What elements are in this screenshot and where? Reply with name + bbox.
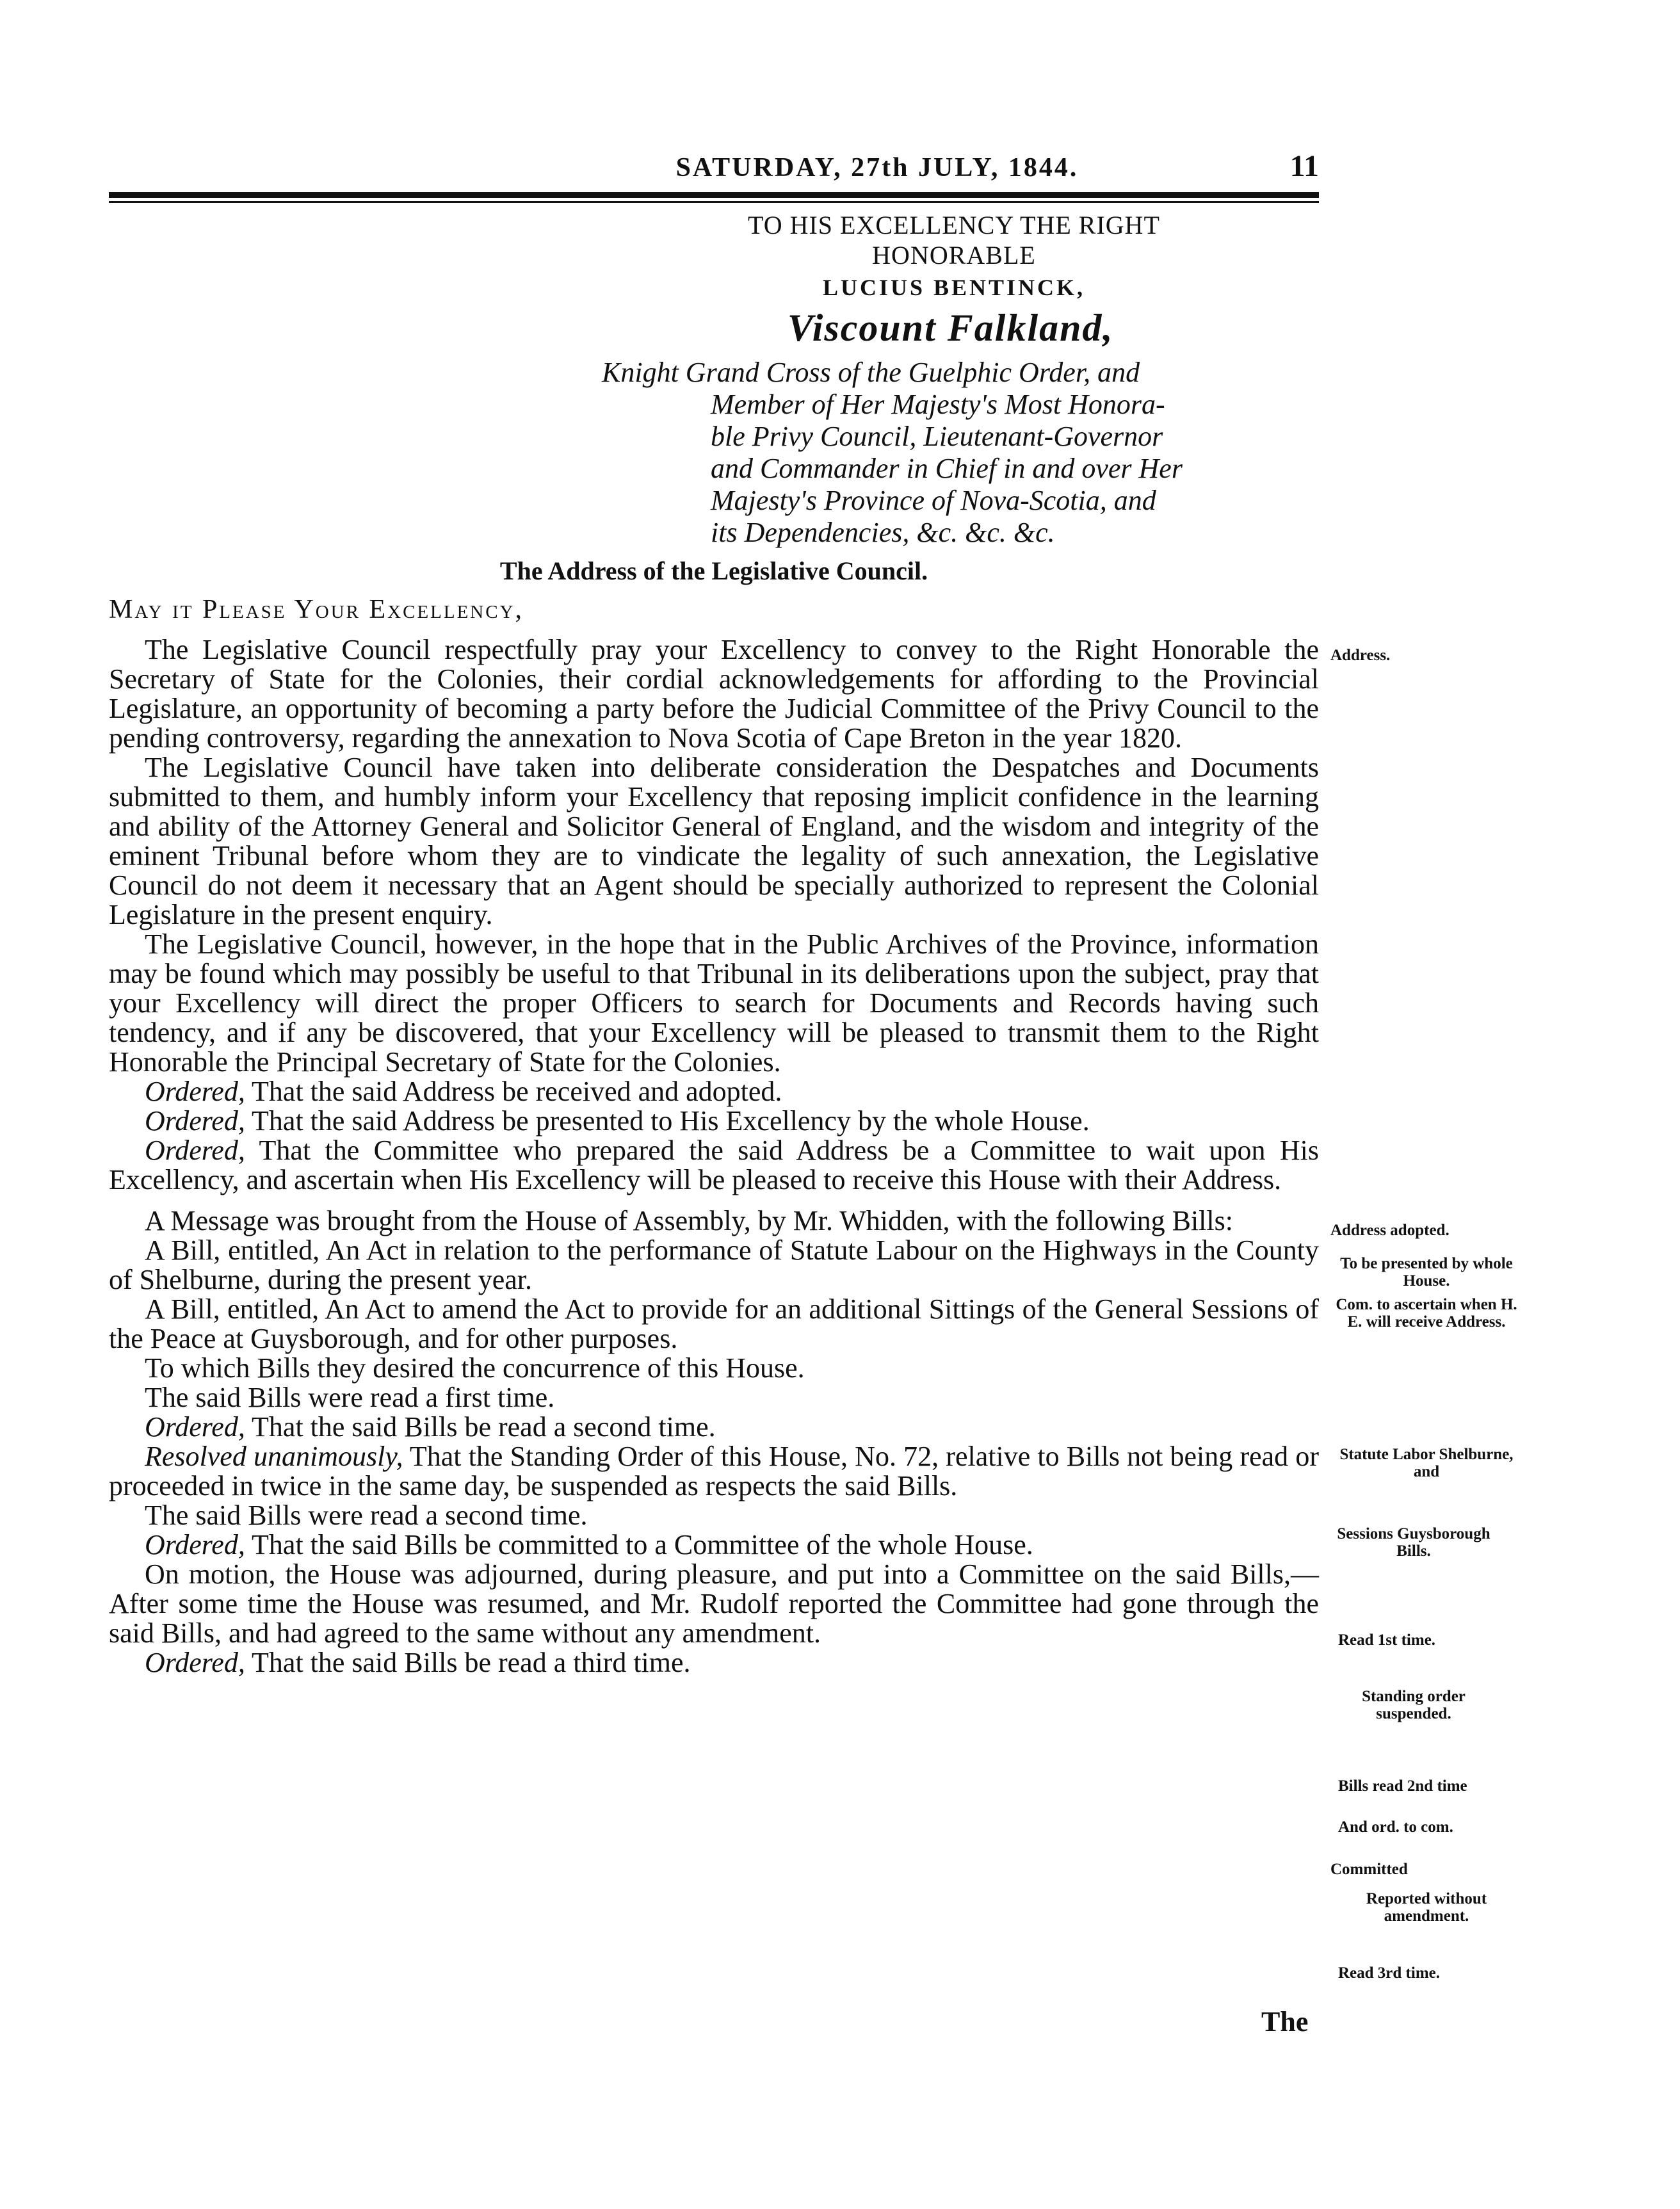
catchword: The xyxy=(1261,2006,1309,2037)
address-title: Viscount Falkland, xyxy=(788,307,1114,349)
address-name: LUCIUS BENTINCK, xyxy=(822,275,1086,300)
margin-note-sessions: Sessions Guysborough Bills. xyxy=(1337,1525,1490,1560)
paragraph-text: That the said Bills be committed to a Committee of the whole House. xyxy=(252,1529,1033,1560)
margin-note-reported: Reported without amendment. xyxy=(1366,1890,1487,1925)
address-description-line: Majesty's Province of Nova-Scotia, and xyxy=(711,485,1156,516)
paragraph: A Bill, entitled, An Act to amend the Act to provide for an additional Sittings of the General Sessions of the Peace at Guysborough, and for other purposes. xyxy=(109,1293,1319,1354)
margin-note-read-2nd: Bills read 2nd time xyxy=(1338,1777,1467,1795)
paragraph: On motion, the House was adjourned, during pleasure, and put into a Committee on the said Bills,—After some time the House was resumed, and Mr. Rudolf reported the Committee had gone through the said Bills, and had agreed to the same without any amendment. xyxy=(109,1558,1319,1649)
address-to: TO HIS EXCELLENCY THE RIGHT HONORABLE xyxy=(748,211,1160,270)
address-description xyxy=(602,357,1309,549)
margin-note-statute-labor: Statute Labor Shelburne, and xyxy=(1339,1446,1514,1480)
resolved-label: Resolved unanimously, xyxy=(145,1441,403,1472)
margin-note-read-1st: Read 1st time. xyxy=(1338,1631,1436,1649)
paragraph: A Message was brought from the House of Assembly, by Mr. Whidden, with the following Bills: xyxy=(145,1205,1233,1236)
paragraph-text: That the said Address be received and adopted. xyxy=(252,1076,782,1107)
ordered-label: Ordered, xyxy=(145,1529,245,1560)
ordered-label: Ordered, xyxy=(145,1647,245,1678)
margin-note-address: Address. xyxy=(1330,647,1391,664)
ordered-label: Ordered, xyxy=(145,1076,245,1107)
address-description-line: its Dependencies, &c. &c. &c. xyxy=(711,517,1055,548)
paragraph-text: That the said Bills be read a third time. xyxy=(252,1647,691,1678)
paragraph-text: That the Committee who prepared the said Address be a Committee to wait upon His Excellency, and ascertain when His Excellency will be pleased to receive this House with their Address. xyxy=(109,1135,1319,1195)
address-description-line: Knight Grand Cross of the Guelphic Order, and xyxy=(602,357,1140,388)
paragraph-text: That the Standing Order of this House, No. 72, relative to Bills not being read or proceeded in twice in the same day, be suspended as respects the said Bills. xyxy=(109,1441,1320,1501)
paragraph xyxy=(109,1077,1319,1106)
section-heading: The Address of the Legislative Council. xyxy=(499,556,928,585)
margin-note-to-be-presented: To be presented by whole House. xyxy=(1340,1255,1513,1290)
header-rule-thin xyxy=(109,201,1319,203)
margin-note-standing-order: Standing order suspended. xyxy=(1362,1688,1466,1722)
paragraph: The Legislative Council, however, in the hope that in the Public Archives of the Province, information may be found which may possibly be useful to that Tribunal in its deliberations upon the subject, pray that your Excellency will direct the proper Officers to search for Documents and Records having such tendency, and if any be discovered, that your Excellency will be pleased to transmit them to the Right Honorable the Principal Secretary of State for the Colonies. xyxy=(109,928,1319,1078)
margin-note-com-ascertain: Com. to ascertain when H. E. will receive Address. xyxy=(1336,1296,1517,1331)
paragraph xyxy=(109,1530,1319,1560)
paragraph: A Bill, entitled, An Act in relation to the performance of Statute Labour on the Highways in the County of Shelburne, during the present year. xyxy=(109,1234,1319,1295)
address-block xyxy=(602,210,1345,549)
address-description-line: and Commander in Chief in and over Her xyxy=(711,453,1183,484)
paragraph: The said Bills were read a second time. xyxy=(145,1500,588,1531)
paragraph: The said Bills were read a first time. xyxy=(145,1382,555,1413)
paragraph-text: That the said Bills be read a second time. xyxy=(252,1411,716,1443)
body-text xyxy=(109,635,1319,1678)
running-head: SATURDAY, 27th JULY, 1844. xyxy=(675,153,1079,182)
margin-note-committed: Committed xyxy=(1330,1861,1408,1878)
paragraph-text: That the said Address be presented to His Excellency by the whole House. xyxy=(252,1105,1090,1137)
address-description-line: ble Privy Council, Lieutenant-Governor xyxy=(711,421,1163,452)
paragraph xyxy=(109,1136,1319,1195)
paragraph: To which Bills they desired the concurrence of this House. xyxy=(145,1352,805,1384)
ordered-label: Ordered, xyxy=(145,1105,245,1137)
margin-note-address-adopted: Address adopted. xyxy=(1330,1222,1450,1239)
address-description-line: Member of Her Majesty's Most Honora- xyxy=(711,389,1165,420)
paragraph: The Legislative Council respectfully pray your Excellency to convey to the Right Honorable the Secretary of State for the Colonies, their cordial acknowledgements for affording to the Provincial Legislature, an opportunity of becoming a party before the Judicial Committee of the Privy Council to the pending controversy, regarding the annexation to Nova Scotia of Cape Breton in the year 1820. xyxy=(109,634,1319,754)
salutation: May it Please Your Excellency, xyxy=(109,595,524,624)
ordered-label: Ordered, xyxy=(145,1411,245,1443)
paragraph: The Legislative Council have taken into deliberate consideration the Despatches and Documents submitted to them, and humbly inform your Excellency that reposing implicit confidence in the learning and ability of the Attorney General and Solicitor General of England, and the wisdom and integrity of the eminent Tribunal before whom they are to vindicate the legality of such annexation, the Legislative Council do not deem it necessary that an Agent should be specially authorized to represent the Colonial Legislature in the present enquiry. xyxy=(109,752,1319,930)
margin-note-read-3rd: Read 3rd time. xyxy=(1338,1964,1440,1982)
paragraph xyxy=(109,1648,1319,1678)
paragraph xyxy=(109,1106,1319,1136)
ordered-label: Ordered, xyxy=(145,1135,245,1166)
paragraph xyxy=(109,1442,1319,1501)
header-rule-thick xyxy=(109,192,1319,198)
margin-note-ord-to-com: And ord. to com. xyxy=(1338,1818,1453,1836)
page-number: 11 xyxy=(1289,149,1319,183)
paragraph xyxy=(109,1412,1319,1442)
